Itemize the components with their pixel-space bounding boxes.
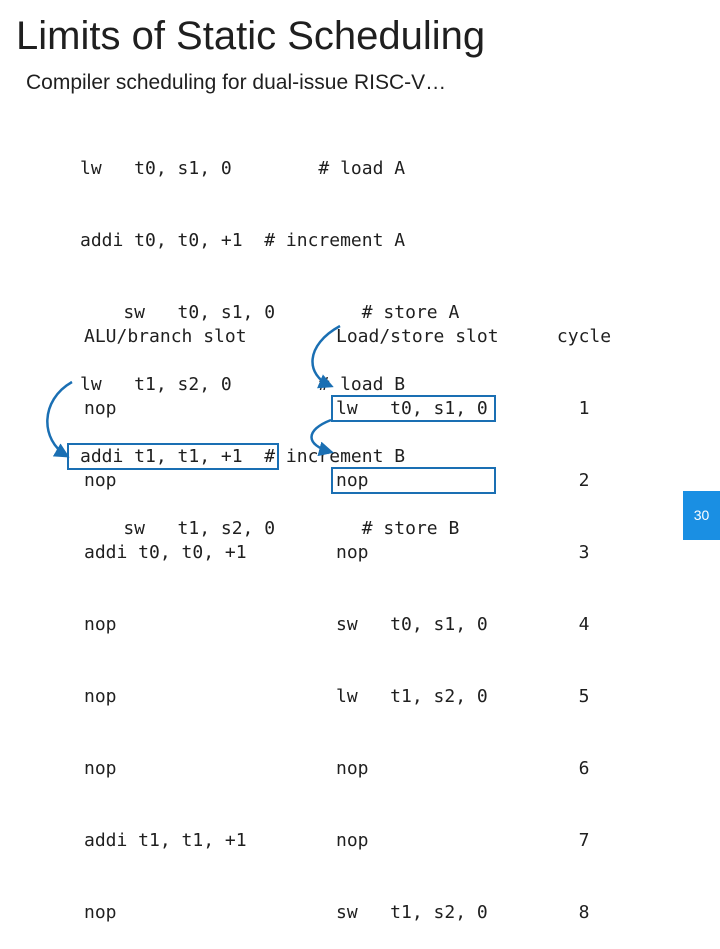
alu-slot-row: nop bbox=[84, 758, 117, 779]
load-store-slot-row: sw t0, s1, 0 bbox=[336, 614, 488, 635]
cycle-number: 3 bbox=[578, 542, 590, 563]
cycle-number: 7 bbox=[578, 830, 590, 851]
alu-slot-row: addi t0, t0, +1 bbox=[84, 542, 247, 563]
load-store-slot-row: sw t1, s2, 0 bbox=[336, 902, 488, 923]
alu-slot-row: nop bbox=[84, 614, 117, 635]
alu-slot-row: nop bbox=[84, 686, 117, 707]
alu-slot-row: nop bbox=[84, 470, 117, 491]
cycle-number: 8 bbox=[578, 902, 590, 923]
page-number: 30 bbox=[693, 507, 710, 523]
alu-slot-header: ALU/branch slot bbox=[84, 326, 247, 347]
load-store-slot-row: lw t0, s1, 0 bbox=[336, 398, 488, 419]
alu-slot-row: nop bbox=[84, 902, 117, 923]
code-line: sw t0, s1, 0 # store A bbox=[80, 302, 460, 323]
load-store-slot-row: nop bbox=[336, 470, 369, 491]
alu-slot-row: addi t1, t1, +1 bbox=[84, 830, 247, 851]
page-number-badge bbox=[683, 491, 720, 540]
load-store-slot-row: nop bbox=[336, 830, 369, 851]
slide-title: Limits of Static Scheduling bbox=[16, 14, 486, 58]
cycle-number: 6 bbox=[578, 758, 590, 779]
cycle-number: 1 bbox=[578, 398, 590, 419]
code-line: addi t0, t0, +1 # increment A bbox=[80, 230, 406, 251]
code-line: addi t1, t1, +1 # increment B bbox=[80, 446, 406, 467]
code-line: lw t1, s2, 0 # load B bbox=[80, 374, 406, 395]
cycle-number: 5 bbox=[578, 686, 590, 707]
cycle-number: 4 bbox=[578, 614, 590, 635]
load-store-slot-row: nop bbox=[336, 542, 369, 563]
cycle-number: 2 bbox=[578, 470, 590, 491]
dependency-arrow-icon bbox=[313, 326, 340, 386]
load-store-slot-row: lw t1, s2, 0 bbox=[336, 686, 488, 707]
code-line: lw t0, s1, 0 # load A bbox=[80, 158, 406, 179]
code-line: sw t1, s2, 0 # store B bbox=[80, 518, 460, 539]
load-store-slot-row: nop bbox=[336, 758, 369, 779]
dependency-arrow-icon bbox=[312, 420, 332, 452]
load-store-slot-header: Load/store slot bbox=[336, 326, 499, 347]
dependency-arrow-icon bbox=[47, 382, 72, 456]
cycle-header: cycle bbox=[556, 326, 612, 347]
alu-slot-row: nop bbox=[84, 398, 117, 419]
slide-subtitle: Compiler scheduling for dual-issue RISC-V… bbox=[26, 71, 447, 94]
